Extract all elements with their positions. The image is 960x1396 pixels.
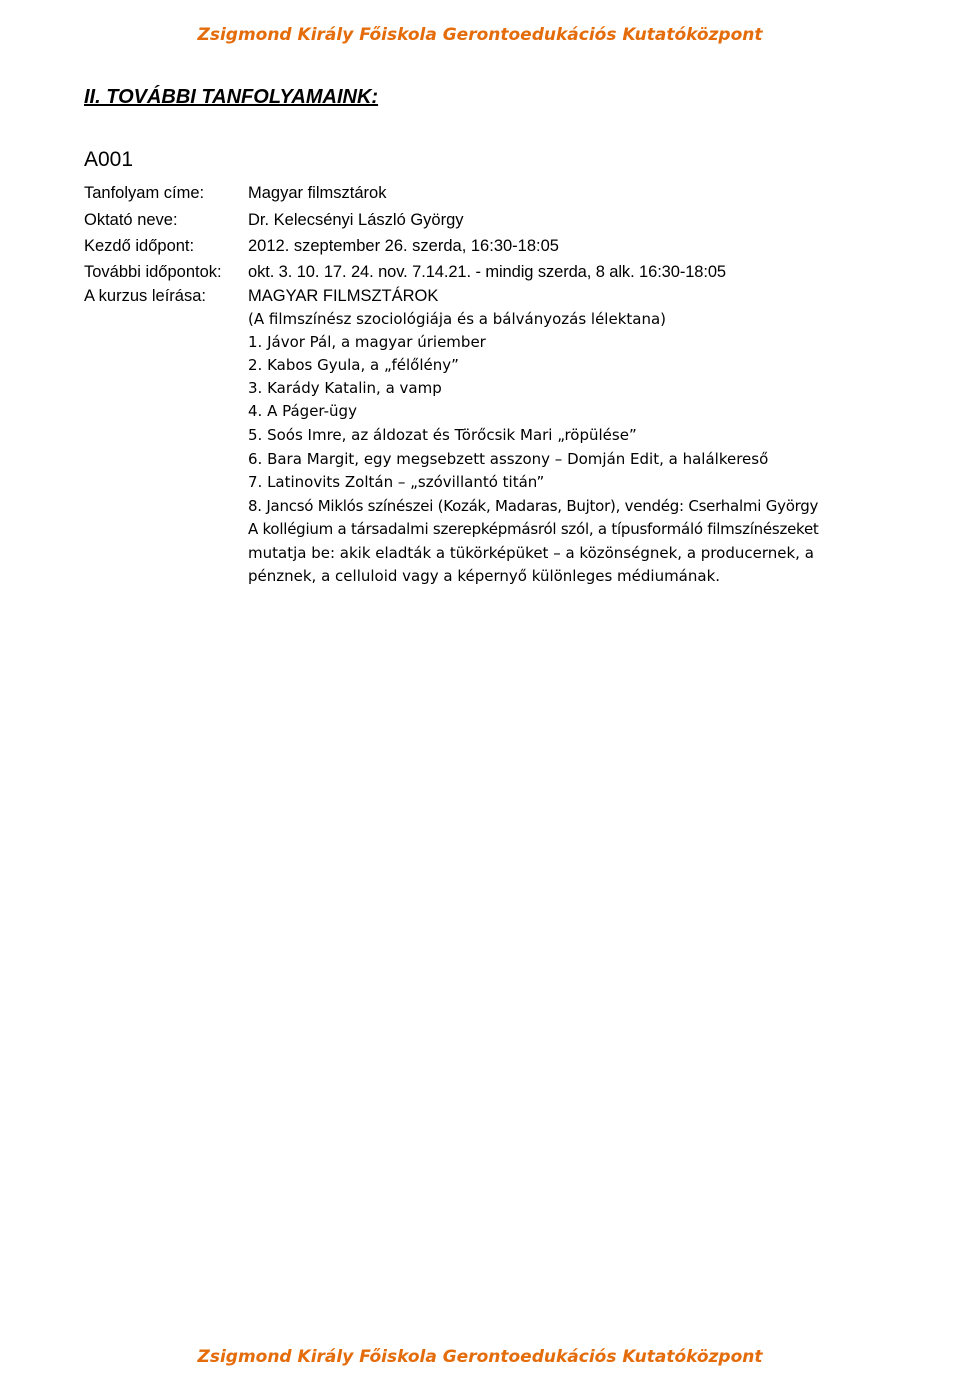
field-label: További időpontok: (84, 263, 222, 281)
description-line: 1. Jávor Pál, a magyar úriember (248, 333, 486, 351)
description-line: mutatja be: akik eladták a tükörképüket – a közönségnek, a producernek, a (248, 544, 814, 562)
description-line: 7. Latinovits Zoltán – „szóvillantó titán” (248, 473, 545, 491)
page-header: Zsigmond Király Főiskola Gerontoedukációs Kutatóközpont (197, 25, 763, 45)
field-value: Dr. Kelecsényi László György (248, 211, 464, 229)
description-line: pénznek, a celluloid vagy a képernyő különleges médiumának. (248, 567, 721, 585)
field-value: MAGYAR FILMSZTÁROK (248, 287, 439, 305)
field-label: Tanfolyam címe: (84, 184, 205, 202)
description-line: (A filmszínész szociológiája és a bálványozás lélektana) (248, 310, 667, 328)
field-value: Magyar filmsztárok (248, 184, 387, 202)
course-code: A001 (84, 148, 134, 171)
page-footer: Zsigmond Király Főiskola Gerontoedukációs Kutatóközpont (197, 1347, 763, 1367)
description-line: 5. Soós Imre, az áldozat és Törőcsik Mari „röpülése” (248, 426, 637, 444)
field-label: Oktató neve: (84, 211, 178, 229)
field-label: A kurzus leírása: (84, 287, 206, 305)
description-line: 2. Kabos Gyula, a „félőlény” (248, 356, 459, 374)
description-line: 3. Karády Katalin, a vamp (248, 379, 442, 397)
description-line: 6. Bara Margit, egy megsebzett asszony – Domján Edit, a halálkereső (248, 450, 769, 468)
description-line: 4. A Páger-ügy (248, 402, 357, 420)
field-value: 2012. szeptember 26. szerda, 16:30-18:05 (248, 237, 559, 255)
description-line: 8. Jancsó Miklós színészei (Kozák, Madaras, Bujtor), vendég: Cserhalmi György (248, 497, 819, 515)
section-title: II. TOVÁBBI TANFOLYAMAINK: (84, 86, 379, 108)
field-value: okt. 3. 10. 17. 24. nov. 7.14.21. - mindig szerda, 8 alk. 16:30-18:05 (248, 263, 727, 281)
field-label: Kezdő időpont: (84, 237, 195, 255)
description-line: A kollégium a társadalmi szerepképmásról szól, a típusformáló filmszínészeket (248, 520, 819, 538)
